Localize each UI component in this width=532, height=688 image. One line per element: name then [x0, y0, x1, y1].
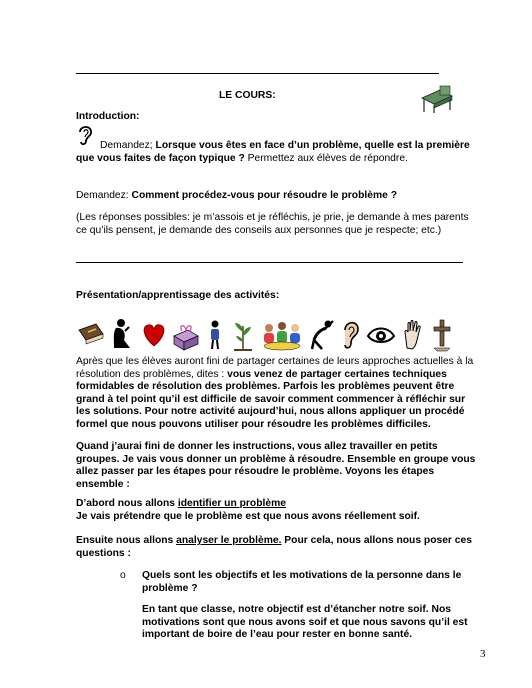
presentation-paragraph-1-intro: Après que les élèves auront fini de partager certaines de leurs approches actuelles à la résolution des problèmes, dites : — [76, 356, 474, 380]
presentation-paragraph-1-speech: vous venez de partager certaines techniques formidables de résolution des problèmes. Parfois les problèmes peuvent être grand à tel point qu’il est difficile de savoir comment commencer à réfléchir sur les solutions. Pour notre activité aujourd’hui, nous allons appliquer un procédé formel que nous pouvons utiliser pour résoudre les problèmes difficiles. — [76, 368, 466, 430]
person-icon — [204, 318, 226, 352]
ear-icon — [340, 318, 362, 352]
page-number: 3 — [480, 648, 486, 660]
step-identify-link: identifier un problème — [177, 498, 286, 509]
bullet-question-1: Quels sont les objectifs et les motivations de la personne dans le problème ? — [142, 570, 462, 594]
hand-icon — [400, 318, 426, 352]
intro-question-2-prefix: Demandez: — [76, 190, 132, 201]
step-analyze-link: analyser le problème. — [176, 535, 282, 546]
presentation-paragraph-2: Quand j’aurai fini de donner les instructions, vous allez travailler en petits groupes. Je vais vous donner un problème à résoudre. Ensemble en groupe vous allez passer par les étapes pour résoudre le problème. Voyons les étapes ensemble : — [76, 441, 476, 490]
step-analyze-suffix: Pour cela, nous allons nous poser ces questions : — [76, 535, 472, 559]
sprout-icon — [230, 318, 256, 352]
intro-question-1-bold: Lorsque vous êtes en face d’un problème, quelle est la première que vous faites de façon typique ? — [76, 140, 470, 164]
possible-answers: (Les réponses possibles: je m’assois et je réfléchis, je prie, je demande à mes parents ce qu’ils pensent, je demande des conseils aux personnes que je respecte; etc.) — [76, 212, 469, 236]
intro-question-2 — [76, 190, 476, 203]
bullet-answer-1: En tant que classe, notre objectif est d’étancher notre soif. Nos motivations sont que nous avons soif et que nous savons qu’il est important de boire de l’eau pour rester en bonne santé. — [142, 604, 468, 641]
activity-icon-strip — [76, 318, 476, 356]
page-title: LE COURS: — [219, 90, 276, 101]
heart-icon — [140, 318, 168, 352]
gift-icon — [170, 318, 202, 352]
step-analyze-prefix: Ensuite nous allons — [76, 535, 177, 546]
intro-question-1-suffix: Permettez aux élèves de répondre. — [244, 152, 408, 164]
eye-icon — [366, 318, 396, 352]
top-divider — [76, 73, 439, 74]
bullet-marker: o — [120, 570, 126, 581]
desk-icon — [418, 84, 456, 114]
step-identify — [76, 498, 480, 523]
intro-question-1-prefix: Demandez; — [100, 140, 156, 151]
step-analyze — [76, 535, 480, 560]
presentation-heading: Présentation/apprentissage des activités: — [76, 290, 280, 301]
intro-question-2-bold: Comment procédez-vous pour résoudre le problème ? — [131, 190, 398, 201]
praying-person-icon — [110, 318, 134, 352]
step-identify-prefix: D’abord nous allons — [76, 498, 178, 509]
intro-heading: Introduction: — [76, 111, 140, 122]
stretching-person-icon — [308, 318, 336, 352]
step-identify-detail: Je vais prétendre que le problème est que nous avons réellement soif. — [76, 510, 420, 522]
cross-icon — [430, 318, 454, 352]
intro-question-1 — [76, 140, 476, 165]
group-icon — [260, 318, 304, 352]
presentation-paragraph-1 — [76, 356, 480, 432]
middle-divider — [76, 262, 463, 263]
bible-icon — [76, 318, 106, 352]
